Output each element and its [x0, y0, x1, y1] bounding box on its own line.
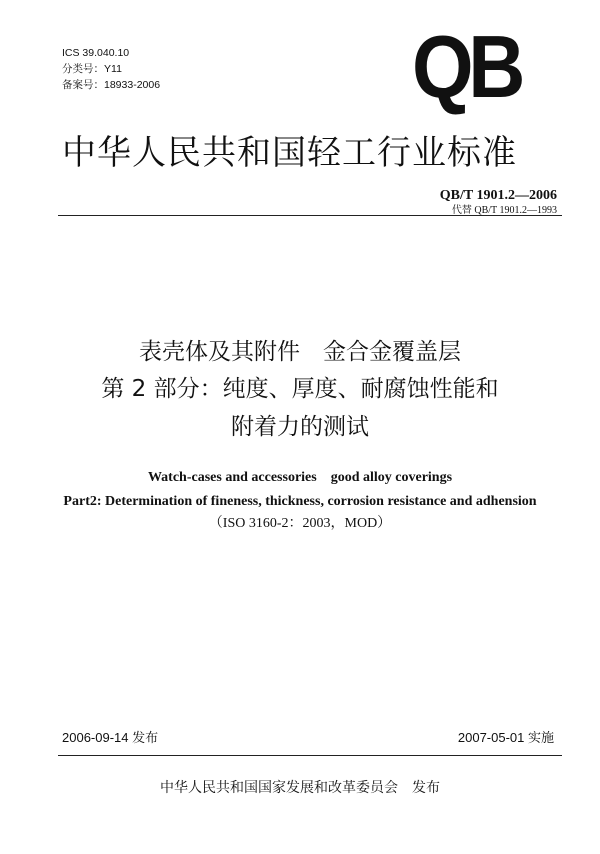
effective-date: 2007-05-01 实施	[457, 730, 554, 745]
title-en-line1: Watch-cases and accessories good alloy coverings	[147, 470, 453, 485]
qb-logo: QB	[412, 17, 520, 116]
classification-number: 分类号：Y11	[62, 63, 122, 75]
footer-divider	[58, 755, 562, 756]
publish-date: 2006-09-14 发布	[62, 730, 159, 745]
record-number: 备案号：18933-2006	[62, 79, 161, 91]
standard-org-title: 中华人民共和国轻工行业标准	[62, 133, 517, 173]
issuing-authority: 中华人民共和国国家发展和改革委员会 发布	[160, 780, 440, 796]
title-cn-line3: 附着力的测试	[231, 414, 369, 440]
iso-reference: （ISO 3160-2：2003，MOD）	[208, 516, 392, 531]
title-en-line2: Part2: Determination of fineness, thickness, corrosion resistance and adhension	[63, 494, 537, 509]
header-divider	[58, 215, 562, 216]
title-cn-line2: 第 2 部分：纯度、厚度、耐腐蚀性能和	[101, 376, 499, 402]
standard-code: QB/T 1901.2—2006	[439, 188, 557, 203]
ics-number: ICS 39.040.10	[62, 47, 130, 59]
replaces-standard: 代替 QB/T 1901.2—1993	[451, 205, 557, 216]
title-cn-line1: 表壳体及其附件 金合金覆盖层	[139, 339, 461, 365]
